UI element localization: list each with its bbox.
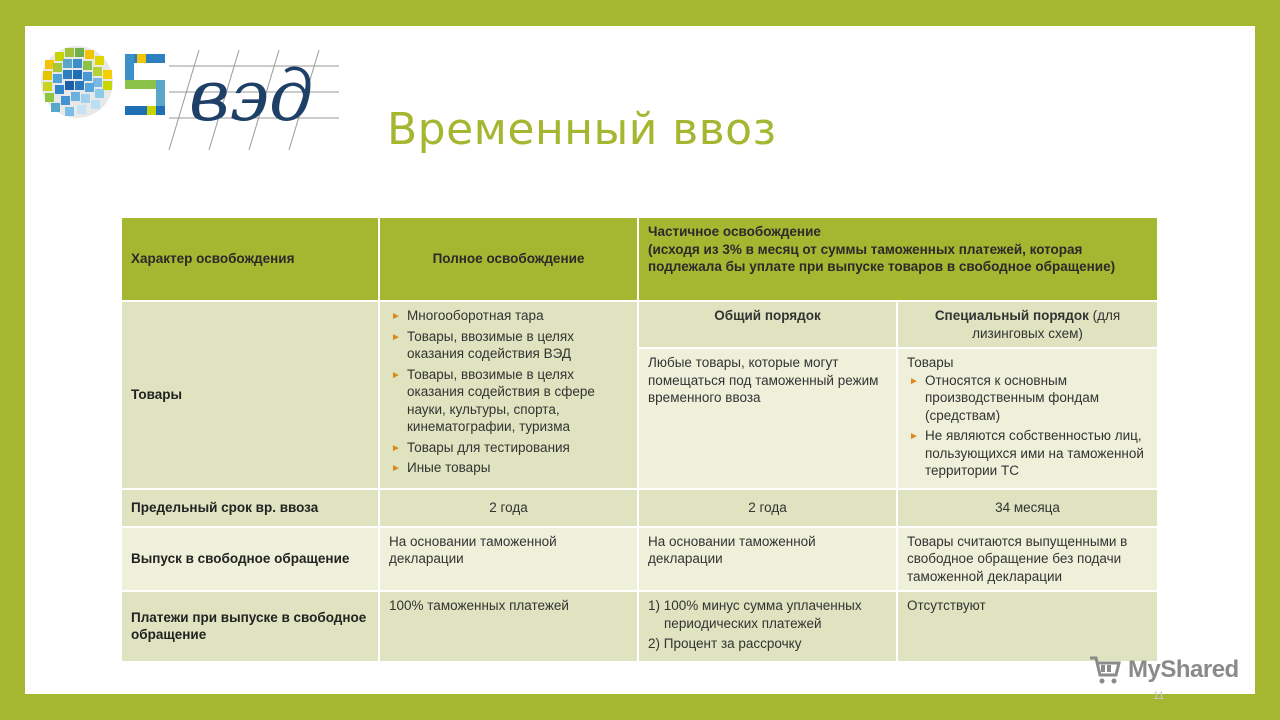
- arrow-bullet-icon: ►: [909, 431, 919, 442]
- row-label-release: Выпуск в свободное обращение: [121, 527, 379, 592]
- header-row: [121, 217, 1158, 301]
- logo-text: вэд: [189, 55, 314, 137]
- comparison-table: [120, 216, 1159, 663]
- header-cell-full: Полное освобождение: [379, 217, 638, 301]
- goods-special-intro: Товары: [907, 355, 954, 370]
- row-label-goods: Товары: [121, 301, 379, 489]
- arrow-bullet-icon: ►: [391, 311, 401, 322]
- page-title: Временный ввоз: [387, 104, 777, 155]
- list-item: ► Многооборотная тара: [389, 307, 628, 325]
- cell-goods-special: [897, 348, 1158, 489]
- arrow-bullet-icon: ►: [909, 375, 919, 387]
- header-cell-nature: Характер освобождения: [121, 217, 379, 301]
- header-partial-title: Частичное освобождение: [648, 224, 821, 239]
- cell-payments-general: [638, 591, 897, 662]
- table-row-payments: [121, 591, 1158, 662]
- ved-logo: [39, 40, 339, 175]
- list-item: ► Не являются собственностью лиц, пользующихся ими на таможенной территории ТС: [909, 428, 1144, 478]
- table-row-term: [121, 489, 1158, 527]
- subheader-special: Специальный порядок (для лизинговых схем): [897, 301, 1158, 348]
- cell-release-general: На основании таможенной декларации: [638, 527, 897, 592]
- list-item: ► Относятся к основным производственным фондам (средствам): [909, 372, 1100, 423]
- goods-full-list: [389, 307, 628, 477]
- arrow-bullet-icon: ►: [391, 369, 401, 381]
- cell-goods-full: [379, 301, 638, 489]
- cell-payments-special: Отсутствуют: [897, 591, 1158, 662]
- table-row-goods-sub: [121, 301, 1158, 348]
- list-item: ► Товары для тестирования: [389, 439, 628, 457]
- watermark-text: MyShared: [1128, 656, 1239, 683]
- list-item: ► Иные товары: [389, 459, 628, 477]
- header-cell-partial: [638, 217, 1158, 301]
- arrow-bullet-icon: ►: [391, 463, 401, 474]
- cell-term-full: 2 года: [379, 489, 638, 527]
- goods-special-list: [907, 372, 1148, 480]
- list-item: 2) Процент за рассрочку: [648, 636, 802, 651]
- subheader-general: Общий порядок: [638, 301, 897, 348]
- row-label-payments: Платежи при выпуске в свободное обращение: [121, 591, 379, 662]
- cell-release-full: На основании таможенной декларации: [379, 527, 638, 592]
- list-item: ► Товары, ввозимые в целях оказания содействия ВЭД: [391, 328, 574, 361]
- header-partial-note: (исходя из 3% в месяц от суммы таможенных платежей, которая подлежала бы уплате при выпуске товаров в свободное обращение): [648, 241, 1116, 274]
- cell-term-special: 34 месяца: [897, 489, 1158, 527]
- watermark[interactable]: [1088, 655, 1239, 685]
- cell-payments-full: 100% таможенных платежей: [379, 591, 638, 662]
- list-item: ► Товары, ввозимые в целях оказания содействия в сфере науки, культуры, спорта, кинематографии, туризма: [391, 366, 595, 434]
- list-item: 1) 100% минус сумма уплаченных периодических платежей: [648, 598, 862, 631]
- cell-release-special: Товары считаются выпущенными в свободное обращение без подачи таможенной декларации: [897, 527, 1158, 592]
- arrow-bullet-icon: ►: [391, 331, 401, 343]
- row-label-term: Предельный срок вр. ввоза: [121, 489, 379, 527]
- globe-icon: [41, 46, 113, 118]
- shopping-cart-icon: [1088, 655, 1122, 685]
- table-row-release: [121, 527, 1158, 592]
- arrow-bullet-icon: ►: [391, 442, 401, 454]
- slide: [25, 26, 1255, 702]
- s-letter-icon: [125, 54, 165, 115]
- cell-goods-general: Любые товары, которые могут помещаться под таможенный режим временного ввоза: [638, 348, 897, 489]
- page-number: 11: [1153, 690, 1165, 702]
- cell-term-general: 2 года: [638, 489, 897, 527]
